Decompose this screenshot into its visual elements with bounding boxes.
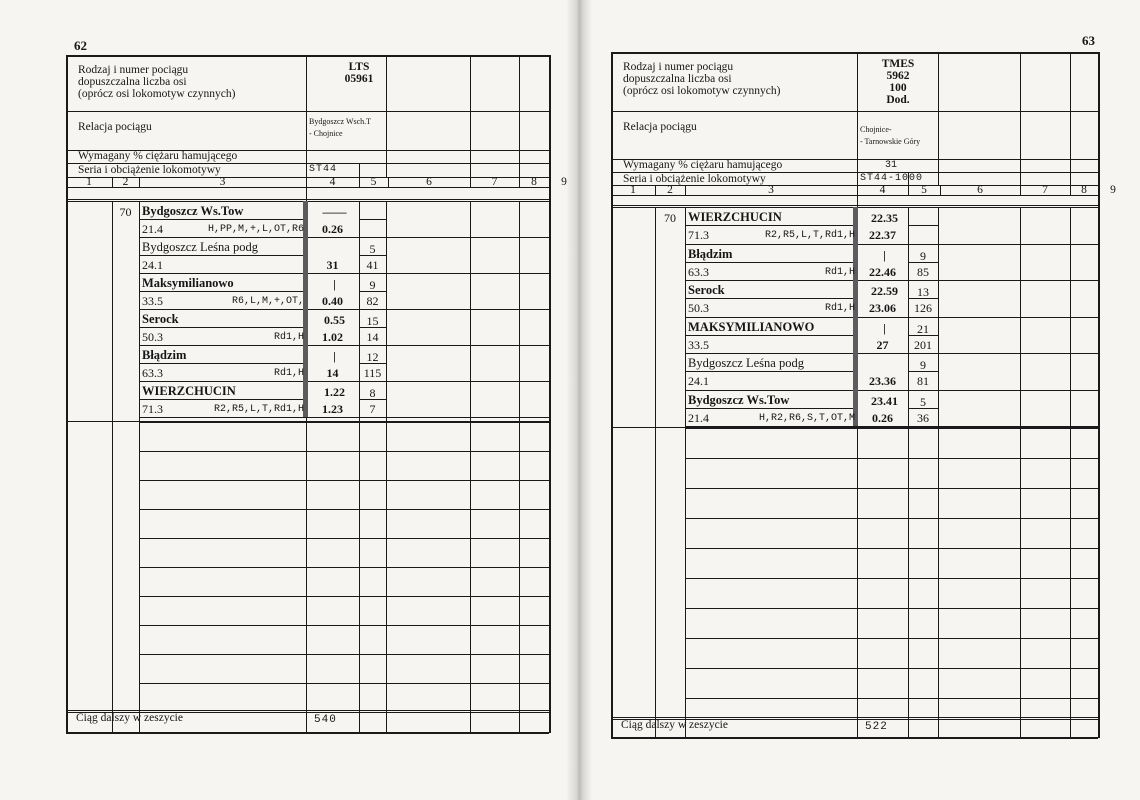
- empty-row-rule: [139, 683, 549, 684]
- relation-value: - Tarnowskie Góry: [860, 137, 921, 146]
- row-midrule: [139, 219, 306, 220]
- train-type-label: dopuszczalna liczba osi: [623, 73, 732, 85]
- brake-weight-label: Wymagany % ciężaru hamującego: [78, 150, 238, 162]
- running-distance: 115: [363, 366, 382, 380]
- locomotive-label: Seria i obciążenie lokomotywy: [78, 164, 221, 176]
- body-divider: [1020, 207, 1021, 737]
- departure-time: 14: [326, 366, 339, 380]
- frame-bottom: [611, 737, 1098, 739]
- running-distance: 14: [366, 330, 379, 344]
- header-divider: [470, 55, 471, 177]
- frame-top: [611, 52, 1098, 54]
- column-number: 6: [426, 176, 432, 188]
- station-name: Maksymilianowo: [142, 276, 234, 290]
- empty-row-rule: [685, 698, 1098, 699]
- row-rule: [685, 317, 1098, 318]
- running-distance: 36: [917, 410, 929, 425]
- row-midrule: [365, 219, 381, 220]
- departure-time: 0.40: [322, 294, 343, 308]
- frame-left: [66, 55, 68, 732]
- row-rule: [139, 237, 549, 238]
- station-km: 21.4: [688, 410, 709, 425]
- arrival-time: 22.35: [871, 211, 898, 225]
- row-rule: [139, 417, 549, 418]
- station-km: 33.5: [688, 337, 709, 352]
- row-rule: [685, 353, 1098, 354]
- running-time: 9: [920, 248, 926, 263]
- brake-weight-label: Wymagany % ciężaru hamującego: [623, 159, 783, 171]
- station-name: Serock: [688, 283, 725, 297]
- body-divider: [359, 201, 360, 732]
- empty-row-rule: [685, 488, 1098, 489]
- body-divider: [386, 201, 387, 732]
- station-codes: H,R2,R6,S,T,OT,M: [758, 412, 855, 424]
- empty-row-rule: [685, 608, 1098, 609]
- departure-time: 22.46: [869, 264, 896, 279]
- row-midrule: [685, 335, 857, 336]
- body-divider: [139, 201, 140, 732]
- train-type-label: (oprócz osi lokomotyw czynnych): [78, 88, 236, 100]
- running-distance: 126: [914, 301, 932, 316]
- column-number: 5: [921, 184, 927, 196]
- relation-value: - Chojnice: [309, 129, 343, 138]
- station-km: 50.3: [688, 301, 709, 316]
- empty-row-rule: [66, 421, 549, 422]
- arrival-time: 0.55: [324, 313, 345, 327]
- column-number: 9: [1110, 184, 1116, 196]
- footer-divider: [470, 710, 471, 732]
- locomotive-label: Seria i obciążenie lokomotywy: [623, 173, 766, 185]
- header-divider: [1070, 52, 1071, 185]
- row-midrule: [139, 255, 306, 256]
- station-km: 21.4: [142, 222, 163, 236]
- locomotive-value: ST44: [309, 164, 338, 175]
- header-rule: [611, 205, 1098, 206]
- empty-row-rule: [139, 480, 549, 481]
- arrival-time: 23.41: [871, 393, 898, 408]
- running-time: 21: [917, 321, 929, 336]
- station-name: Bydgoszcz Leśna podg: [142, 240, 258, 254]
- departure-time: 1.02: [322, 330, 343, 344]
- train-type-label: Rodzaj i numer pociągu: [623, 61, 734, 73]
- continued-in-booklet-label: Ciąg dalszy w zeszycie: [76, 712, 183, 724]
- row-midrule: [139, 399, 306, 400]
- column-number: 7: [491, 176, 498, 188]
- row-midrule: [139, 363, 306, 364]
- body-divider: [1070, 207, 1071, 737]
- empty-row-rule: [139, 654, 549, 655]
- arrival-time: 1.22: [324, 385, 345, 399]
- empty-row-rule: [139, 567, 549, 568]
- departure-time: 27: [876, 337, 889, 352]
- station-name: WIERZCHUCIN: [142, 384, 236, 398]
- running-time: 9: [369, 278, 376, 292]
- running-distance: 201: [914, 337, 932, 352]
- footer-divider: [1020, 717, 1021, 737]
- arrival-time: |: [333, 349, 336, 363]
- train-number-value: 5962: [886, 70, 910, 82]
- column-number: 9: [561, 176, 567, 188]
- header-rule: [66, 199, 549, 200]
- footer-rule: [66, 710, 549, 711]
- body-divider: [306, 187, 307, 201]
- arrival-time: |: [333, 277, 336, 291]
- continued-in-booklet-label: Ciąg dalszy w zeszycie: [621, 719, 728, 731]
- station-km: 50.3: [142, 330, 163, 344]
- row-midrule: [685, 371, 857, 372]
- continued-in-booklet-value: 522: [865, 721, 888, 733]
- relation-label: Relacja pociągu: [623, 121, 697, 133]
- page-number-right: 63: [1082, 33, 1095, 48]
- speed-value: 70: [119, 205, 132, 219]
- departure-time: 23.06: [869, 301, 896, 316]
- body-divider: [655, 207, 656, 737]
- station-name: Serock: [142, 312, 179, 326]
- station-codes: Rd1,H: [273, 368, 304, 379]
- running-distance: 85: [917, 264, 929, 279]
- running-time: 5: [920, 394, 926, 409]
- empty-row-rule: [139, 625, 549, 626]
- column-number: 1: [630, 184, 636, 196]
- row-midrule: [685, 408, 857, 409]
- body-divider: [519, 201, 520, 732]
- train-number-value: 100: [889, 82, 907, 94]
- station-codes: Rd1,H: [824, 303, 855, 315]
- station-km: 71.3: [142, 402, 163, 416]
- running-time: 15: [366, 314, 379, 328]
- arrival-time: ——: [322, 205, 347, 219]
- frame-top: [66, 55, 549, 57]
- header-divider: [1020, 52, 1021, 185]
- empty-row-rule: [685, 518, 1098, 519]
- column-number: 1: [86, 176, 92, 188]
- frame-right: [549, 55, 551, 733]
- column-number: 6: [977, 184, 983, 196]
- page-number-left: 62: [74, 38, 87, 53]
- body-divider: [470, 201, 471, 732]
- footer-rule: [611, 717, 1098, 718]
- station-name: Błądzim: [688, 246, 733, 261]
- running-time: 13: [917, 285, 929, 299]
- row-midrule: [685, 262, 857, 263]
- frame-bottom: [66, 732, 549, 734]
- book-gutter: [566, 0, 592, 800]
- station-km: 24.1: [142, 258, 163, 272]
- empty-row-rule: [685, 458, 1098, 459]
- station-km: 33.5: [142, 294, 163, 308]
- footer-divider: [386, 710, 387, 732]
- row-midrule: [139, 291, 306, 292]
- station-name: Bydgoszcz Ws.Tow: [688, 392, 790, 407]
- station-name: Bydgoszcz Leśna podg: [688, 356, 804, 370]
- relation-value: Chojnice-: [860, 125, 892, 134]
- arrival-time: 22.59: [871, 284, 898, 298]
- locomotive-value: ST44-1000: [860, 173, 924, 184]
- row-rule: [139, 309, 549, 310]
- frame-left: [611, 52, 613, 737]
- header-divider: [359, 163, 360, 177]
- column-number: 3: [768, 184, 774, 196]
- speed-value: 70: [664, 211, 676, 225]
- row-rule: [139, 273, 549, 274]
- row-midrule: [139, 327, 306, 328]
- train-type-label: (oprócz osi lokomotyw czynnych): [623, 85, 781, 97]
- arrival-time: |: [883, 320, 886, 335]
- station-codes: H,PP,M,+,L,OT,R6: [207, 224, 304, 235]
- station-codes: R6,L,M,+,OT,: [231, 296, 304, 307]
- running-distance: 41: [366, 258, 379, 272]
- station-name: Bydgoszcz Ws.Tow: [142, 204, 244, 218]
- departure-time: 1.23: [322, 402, 343, 416]
- relation-label: Relacja pociągu: [78, 121, 152, 133]
- row-rule: [685, 244, 1098, 245]
- station-codes: R2,R5,L,T,Rd1,H: [764, 230, 855, 242]
- frame-right: [1098, 52, 1100, 738]
- row-rule: [139, 345, 549, 346]
- column-number: 2: [122, 176, 129, 188]
- train-number-value: LTS: [348, 61, 370, 73]
- empty-row-rule: [685, 638, 1098, 639]
- row-midrule: [685, 225, 857, 226]
- train-number-value: 05961: [344, 73, 374, 85]
- header-rule: [66, 111, 549, 112]
- body-divider: [112, 201, 113, 732]
- column-number: 5: [370, 176, 377, 188]
- empty-row-rule: [139, 596, 549, 597]
- brake-weight-value: 31: [884, 160, 897, 171]
- row-rule: [685, 280, 1098, 281]
- departure-time: 0.26: [872, 410, 893, 425]
- train-number-value: Dod.: [886, 94, 910, 106]
- station-codes: R2,R5,L,T,Rd1,H: [213, 404, 304, 415]
- body-divider: [857, 195, 858, 207]
- station-codes: Rd1,H: [273, 332, 304, 343]
- running-time: 8: [369, 386, 376, 400]
- relation-value: Bydgoszcz Wsch.T: [309, 117, 372, 126]
- empty-row-rule: [685, 548, 1098, 549]
- column-number: 4: [329, 176, 336, 188]
- body-divider: [685, 207, 686, 737]
- train-type-label: Rodzaj i numer pociągu: [78, 64, 189, 76]
- header-rule: [611, 111, 1098, 112]
- empty-row-rule: [139, 538, 549, 539]
- running-time: 12: [366, 350, 379, 364]
- empty-row-rule: [139, 509, 549, 510]
- empty-row-rule: [611, 427, 1098, 428]
- station-km: 63.3: [142, 366, 163, 380]
- train-number-value: TMES: [881, 58, 915, 70]
- departure-time: 23.36: [869, 374, 896, 389]
- empty-row-rule: [685, 428, 1098, 429]
- row-rule: [139, 381, 549, 382]
- row-rule: [685, 390, 1098, 391]
- departure-time: 31: [326, 258, 339, 272]
- running-time: 9: [920, 358, 926, 372]
- running-distance: 81: [917, 374, 929, 389]
- empty-row-rule: [139, 422, 549, 423]
- running-distance: 7: [369, 402, 376, 416]
- column-number: 7: [1042, 184, 1048, 196]
- footer-divider: [938, 717, 939, 737]
- station-km: 63.3: [688, 264, 709, 279]
- header-divider: [519, 55, 520, 177]
- station-km: 24.1: [688, 374, 709, 389]
- empty-row-rule: [685, 668, 1098, 669]
- footer-divider: [857, 717, 858, 737]
- column-number: 2: [667, 184, 673, 196]
- column-number: 4: [879, 184, 886, 196]
- running-time: 5: [369, 242, 376, 256]
- train-type-label: dopuszczalna liczba osi: [78, 76, 187, 88]
- station-name: MAKSYMILIANOWO: [688, 319, 815, 334]
- running-distance: 82: [366, 294, 379, 308]
- column-number: 8: [531, 176, 537, 188]
- row-midrule: [685, 298, 857, 299]
- body-divider: [908, 207, 909, 737]
- departure-time: 0.26: [322, 222, 343, 236]
- empty-row-rule: [685, 578, 1098, 579]
- arrival-time: |: [883, 247, 886, 262]
- departure-time: 22.37: [869, 228, 896, 243]
- row-midrule: [914, 225, 930, 226]
- station-codes: Rd1,H: [824, 266, 855, 278]
- station-name: WIERZCHUCIN: [688, 210, 782, 224]
- continued-in-booklet-value: 540: [314, 714, 337, 726]
- column-number: 3: [219, 176, 226, 188]
- footer-divider: [306, 710, 307, 732]
- station-name: Błądzim: [142, 348, 187, 362]
- empty-row-rule: [139, 451, 549, 452]
- body-divider: [938, 207, 939, 737]
- station-km: 71.3: [688, 228, 709, 243]
- column-number: 8: [1081, 184, 1087, 196]
